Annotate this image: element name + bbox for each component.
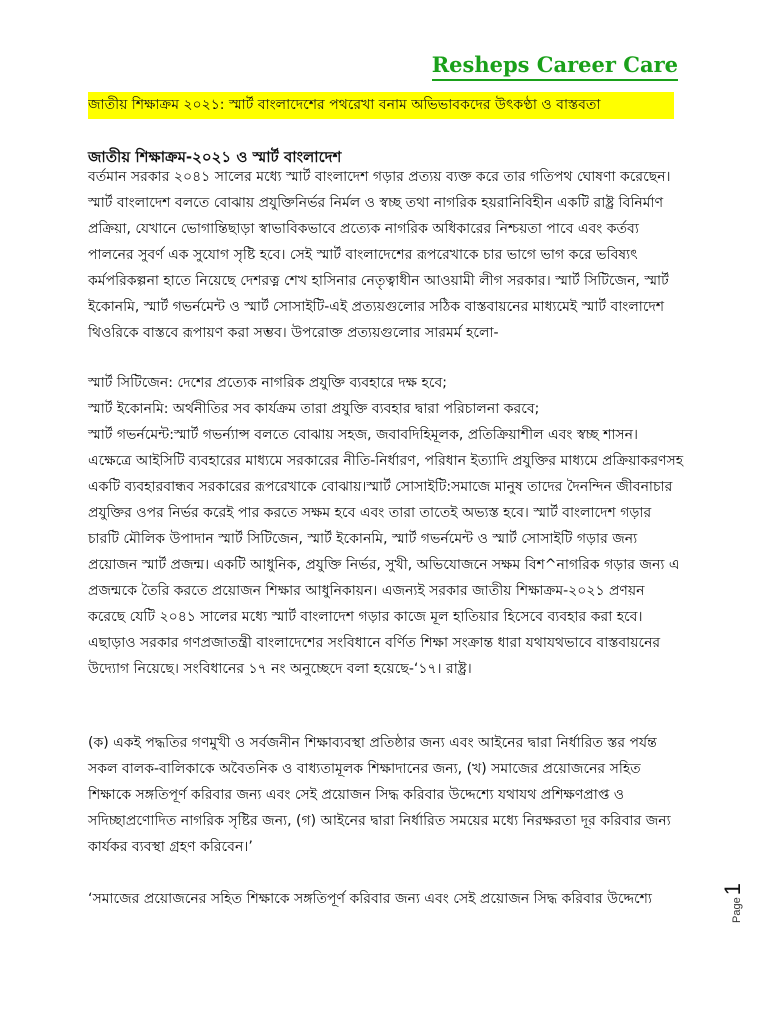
brand-title: Resheps Career Care: [432, 52, 678, 81]
smart-government-text: স্মার্ট গভর্নমেন্ট:স্মার্ট গভর্ন্যান্স বলতে বোঝায় সহজ, জবাবদিহিমূলক, প্রতিক্রিয়াশীল এবং স্বচ্ছ শাসন। এক্ষেত্রে আইসিটি ব্যবহারের মাধ্যমে সরকারের নীতি-নির্ধারণ, পরিধান ইত্যাদি প্রযুক্তির মাধ্যমে প্রক্রিয়াকরণসহ একটি ব্যবহারবান্ধব সরকারের রূপরেখাকে বোঝায়।স্মার্ট সোসাইটি:সমাজে মানুষ তাদের দৈনন্দিন জীবনাচার প্রযুক্তির ওপর নির্ভর করেই পার করতে সক্ষম হবে এবং তারা তাতেই অভ্যস্ত হবে। স্মার্ট বাংলাদেশ গড়ার চারটি মৌলিক উপাদান স্মার্ট সিটিজেন, স্মার্ট ইকোনমি, স্মার্ট গভর্নমেন্ট ও স্মার্ট সোসাইটি গড়ার জন্য প্রয়োজন স্মার্ট প্রজন্ম। একটি আধুনিক, প্রযুক্তি নির্ভর, সুখী, অভিযোজনে সক্ষম বিশ^নাগরিক গড়ার জন্য এ প্রজন্মকে তৈরি করতে প্রয়োজন শিক্ষার আধুনিকায়ন। এজন্যই সরকার জাতীয় শিক্ষাক্রম-২০২১ প্রণয়ন করেছে যেটি ২০৪১ সালের মধ্যে স্মার্ট বাংলাদেশ গড়ার কাজে মূল হাতিয়ার হিসেবে ব্যবহার করা হবে। এছাড়াও সরকার গণপ্রজাতন্ত্রী বাংলাদেশের সংবিধানে বর্ণিত শিক্ষা সংক্রান্ত ধারা যথাযথভাবে বাস্তবায়নের উদ্যোগ নিয়েছে। সংবিধানের ১৭ নং অনুচ্ছেদে বলা হয়েছে-‘১৭। রাষ্ট্র।: [88, 427, 684, 677]
article-title-banner: জাতীয় শিক্ষাক্রম ২০২১: স্মার্ট বাংলাদেশের পথরেখা বনাম অভিভাবকদের উৎকণ্ঠা ও বাস্তবতা: [88, 92, 674, 119]
section-heading: জাতীয় শিক্ষাক্রম-২০২১ ও স্মার্ট বাংলাদেশ: [88, 148, 342, 166]
page-label: Page: [731, 897, 743, 923]
smart-citizen-line: স্মার্ট সিটিজেন: দেশের প্রত্যেক নাগরিক প্রযুক্তি ব্যবহারে দক্ষ হবে;: [88, 375, 447, 391]
paragraph-continuation: ‘সমাজের প্রয়োজনের সহিত শিক্ষাকে সঙ্গতিপূর্ণ করিবার জন্য এবং সেই প্রয়োজন সিদ্ধ করিবার উদ্দেশ্যে: [88, 891, 652, 907]
paragraph-smart-pillars: [88, 370, 684, 682]
smart-economy-line: স্মার্ট ইকোনমি: অর্থনীতির সব কার্যক্রম তারা প্রযুক্তি ব্যবহার দ্বারা পরিচালনা করবে;: [88, 401, 540, 417]
paragraph-intro: বর্তমান সরকার ২০৪১ সালের মধ্যে স্মার্ট বাংলাদেশ গড়ার প্রত্যয় ব্যক্ত করে তার গতিপথ ঘোষণা করেছেন। স্মার্ট বাংলাদেশ বলতে বোঝায় প্রযুক্তিনির্ভর নির্মল ও স্বচ্ছ তথা নাগরিক হয়রানিবিহীন একটি রাষ্ট্র বিনির্মাণ প্রক্রিয়া, যেখানে ভোগান্তিছাড়া স্বাভাবিকভাবে প্রত্যেক নাগরিক অধিকারের নিশ্চয়তা পাবে এবং কর্তব্য পালনের সুবর্ণ এক সুযোগ সৃষ্টি হবে। সেই স্মার্ট বাংলাদেশের রূপরেখাকে চার ভাগে ভাগ করে ভবিষ্যৎ কর্মপরিকল্পনা হাতে নিয়েছে দেশরত্ন শেখ হাসিনার নেতৃত্বাধীন আওয়ামী লীগ সরকার। স্মার্ট সিটিজেন, স্মার্ট ইকোনমি, স্মার্ট গভর্নমেন্ট ও স্মার্ট সোসাইটি-এই প্রত্যয়গুলোর সঠিক বাস্তবায়নের মাধ্যমেই স্মার্ট বাংলাদেশ থিওরিকে বাস্তবে রূপায়ণ করা সম্ভব। উপরোক্ত প্রত্যয়গুলোর সারমর্ম হলো-: [88, 169, 671, 341]
page-number: 1: [720, 883, 745, 896]
page-number-marker: [720, 868, 746, 938]
paragraph-constitution-quote: (ক) একই পদ্ধতির গণমুখী ও সর্বজনীন শিক্ষাব্যবস্থা প্রতিষ্ঠার জন্য এবং আইনের দ্বারা নির্ধারিত স্তর পর্যন্ত সকল বালক-বালিকাকে অবৈতনিক ও বাধ্যতামূলক শিক্ষাদানের জন্য, (খ) সমাজের প্রয়োজনের সহিত শিক্ষাকে সঙ্গতিপূর্ণ করিবার জন্য এবং সেই প্রয়োজন সিদ্ধ করিবার উদ্দেশ্যে যথাযথ প্রশিক্ষণপ্রাপ্ত ও সদিচ্ছাপ্রণোদিত নাগরিক সৃষ্টির জন্য, (গ) আইনের দ্বারা নির্ধারিত সময়ের মধ্যে নিরক্ষরতা দূর করিবার জন্য কার্যকর ব্যবস্থা গ্রহণ করিবেন।’: [88, 735, 671, 855]
